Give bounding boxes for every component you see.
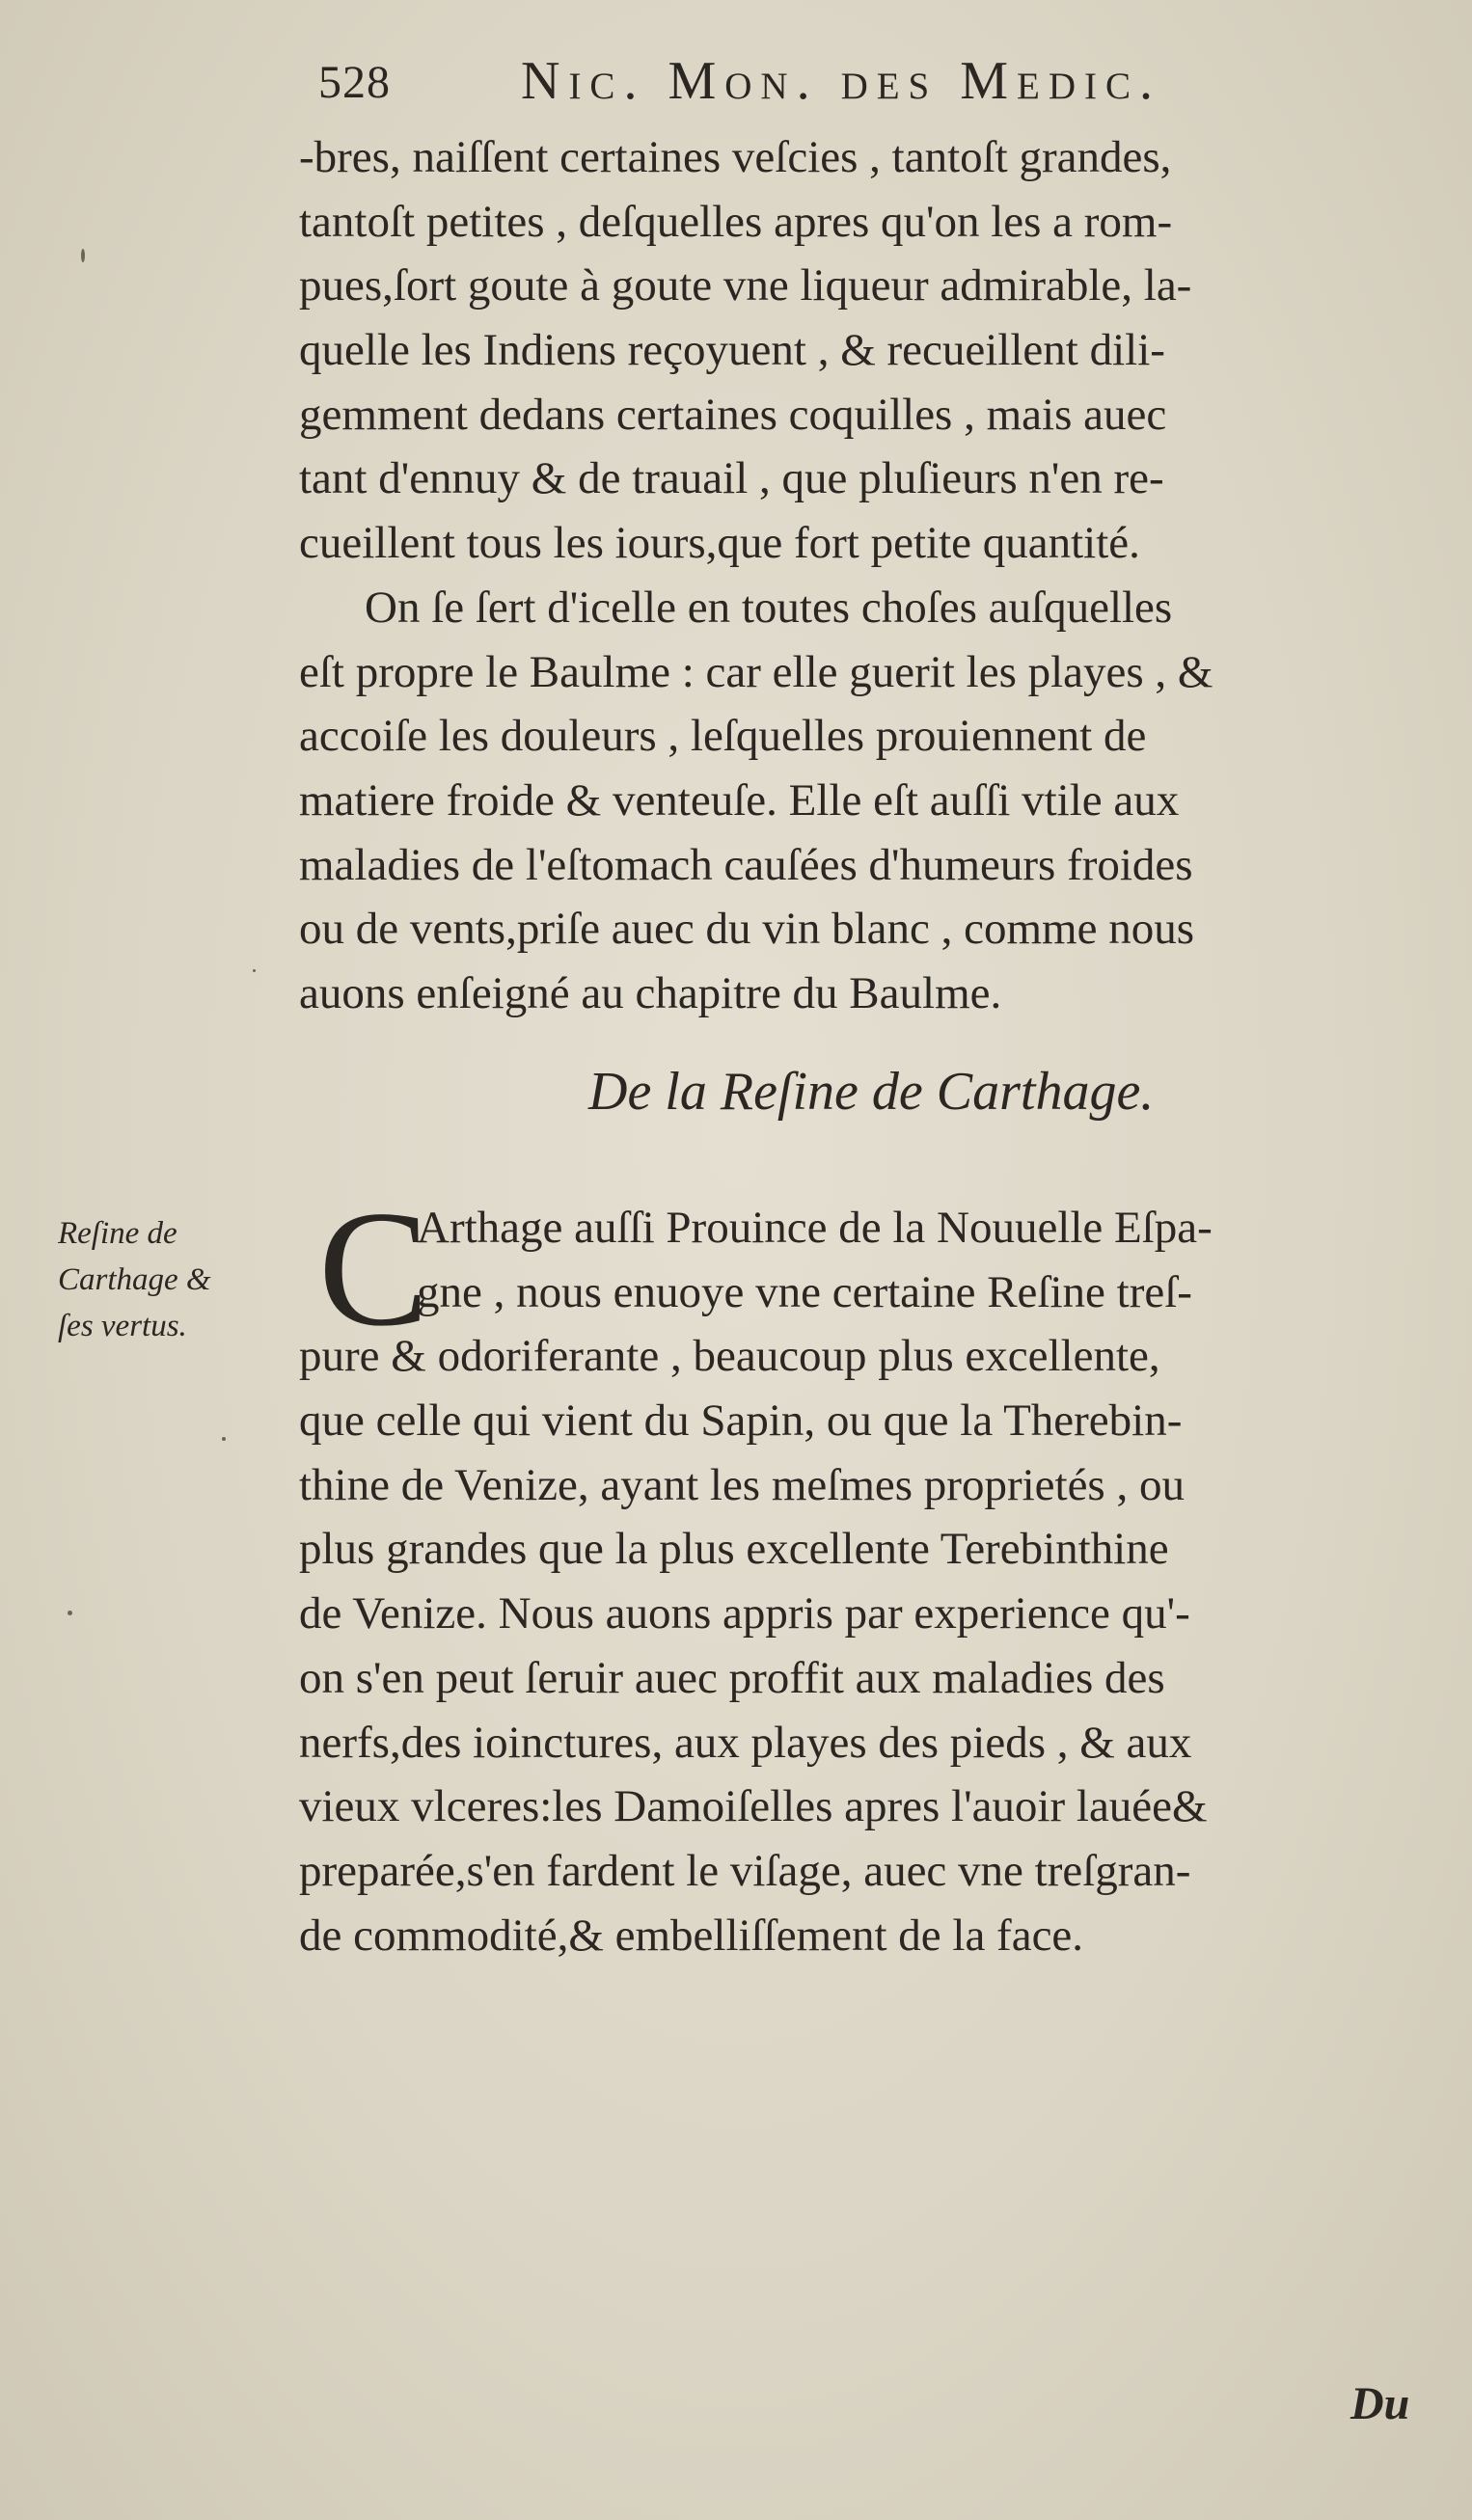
text-line: Arthage auſſi Prouince de la Nouuelle Eſpa- bbox=[417, 1203, 1213, 1253]
paper-speck bbox=[222, 1437, 226, 1441]
margin-note-line: Carthage & bbox=[58, 1262, 211, 1297]
text-line: auons enſeigné au chapitre du Baulme. bbox=[299, 968, 1002, 1019]
text-line: que celle qui vient du Sapin, ou que la Therebin- bbox=[299, 1395, 1183, 1447]
text-line: de commodité,& embelliſſement de la face. bbox=[299, 1910, 1084, 1961]
paragraph-2 bbox=[299, 576, 1437, 1026]
text-line: pure & odoriferante , beaucoup plus excellente, bbox=[299, 1331, 1160, 1382]
drop-capital: C bbox=[318, 1178, 429, 1361]
text-line: preparée,s'en fardent le viſage, auec vne treſgran- bbox=[299, 1845, 1191, 1896]
text-line: quelle les Indiens reçoyuent , & recueillent dili- bbox=[299, 325, 1165, 376]
text-line: gne , nous enuoye vne certaine Reſine treſ- bbox=[417, 1266, 1192, 1317]
text-line: tant d'ennuy & de trauail , que pluſieurs n'en re- bbox=[299, 453, 1164, 504]
margin-note-line: Reſine de bbox=[58, 1216, 177, 1251]
paragraph-3 bbox=[299, 1196, 1437, 1967]
text-line: vieux vlceres:les Damoiſelles apres l'auoir lauée& bbox=[299, 1781, 1208, 1832]
text-line: tantoſt petites , deſquelles apres qu'on les a rom- bbox=[299, 196, 1173, 247]
text-line: de Venize. Nous auons appris par experience qu'- bbox=[299, 1588, 1190, 1639]
text-line: nerfs,des ioinctures, aux playes des pieds , & aux bbox=[299, 1717, 1192, 1768]
paper-speck bbox=[253, 969, 256, 972]
paper-speck bbox=[81, 249, 85, 262]
paragraph-1 bbox=[299, 125, 1437, 576]
page-header bbox=[318, 50, 1341, 127]
text-line: eſt propre le Baulme : car elle guerit les playes , & bbox=[299, 646, 1213, 697]
text-line: ou de vents,priſe auec du vin blanc , comme nous bbox=[299, 904, 1194, 955]
folio-number: 528 bbox=[318, 57, 391, 108]
paper-speck bbox=[68, 1611, 72, 1615]
text-line: plus grandes que la plus excellente Terebinthine bbox=[299, 1524, 1169, 1575]
text-line: pues,ſort goute à goute vne liqueur admirable, la- bbox=[299, 260, 1192, 312]
text-line: thine de Venize, ayant les meſmes proprietés , ou bbox=[299, 1459, 1185, 1510]
text-line: on s'en peut ſeruir auec proffit aux maladies des bbox=[299, 1652, 1165, 1703]
margin-note bbox=[58, 1210, 289, 1349]
text-line: accoiſe les douleurs , leſquelles prouiennent de bbox=[299, 711, 1147, 762]
section-heading: De la Reſine de Carthage. bbox=[588, 1062, 1155, 1122]
text-line: maladies de l'eſtomach cauſées d'humeurs froides bbox=[299, 839, 1193, 890]
running-title: Nic. Mon. des Medic. bbox=[521, 51, 1162, 111]
catchword: Du bbox=[1350, 2378, 1410, 2429]
margin-note-line: ſes vertus. bbox=[58, 1309, 187, 1343]
text-line: matiere froide & venteuſe. Elle eſt auſſi vtile aux bbox=[299, 775, 1180, 826]
text-line: gemment dedans certaines coquilles , mais auec bbox=[299, 389, 1167, 440]
text-line: cueillent tous les iours,que fort petite quantité. bbox=[299, 518, 1140, 569]
text-line: On ſe ſert d'icelle en toutes choſes auſquelles bbox=[365, 583, 1173, 633]
text-line: -bres, naiſſent certaines veſcies , tantoſt grandes, bbox=[299, 132, 1172, 182]
